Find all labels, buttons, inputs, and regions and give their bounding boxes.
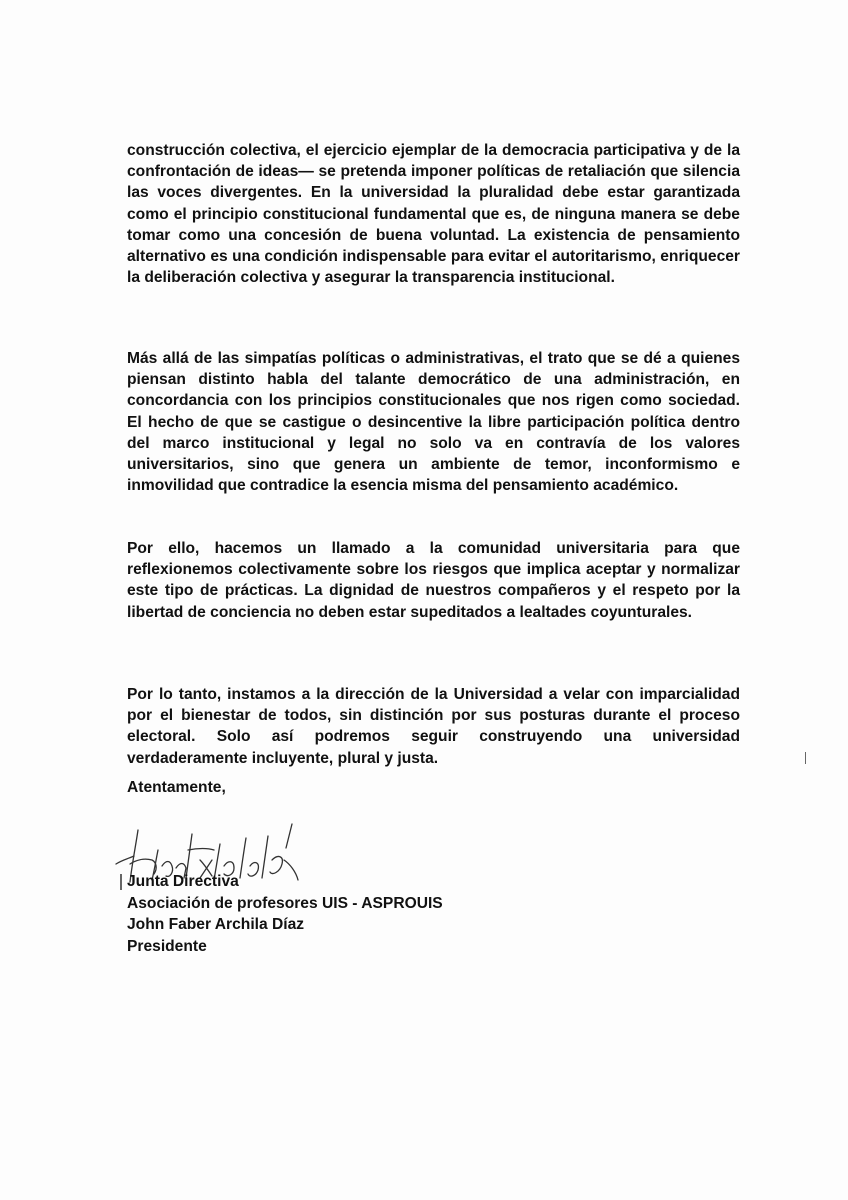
scan-speck [805,752,806,764]
signer-title: Presidente [127,937,207,955]
paragraph-1: construcción colectiva, el ejercicio ejemplar de la democracia participativa y de la confrontación de ideas— se pretenda imponer políticas de retaliación que silencia las voces divergentes. En la universidad la pluralidad debe estar garantizada como el principio constitucional fundamental que es, de ninguna manera se debe tomar como una concesión de buena voluntad. La existencia de pensamiento alternativo es una condición indispensable para evitar el autoritarismo, enriquecer la deliberación colectiva y asegurar la transparencia institucional. [127,142,740,287]
signer-organization-unit: Junta Directiva [127,873,239,890]
signature-block [127,871,443,957]
margin-tick-mark [120,874,122,890]
paragraph-3: Por ello, hacemos un llamado a la comunidad universitaria para que reflexionemos colectivamente sobre los riesgos que implica aceptar y normalizar este tipo de prácticas. La dignidad de nuestros compañeros y el respeto por la libertad de conciencia no deben estar supeditados a lealtades coyunturales. [127,540,740,621]
closing-salutation: Atentamente, [127,779,226,796]
signer-organization: Asociación de profesores UIS - ASPROUIS [127,894,443,912]
paragraph-4: Por lo tanto, instamos a la dirección de la Universidad a velar con imparcialidad por el bienestar de todos, sin distinción por sus posturas durante el proceso electoral. Solo así podremos seguir construyendo una universidad verdaderamente incluyente, plural y justa. [127,686,740,767]
signer-name: John Faber Archila Díaz [127,916,305,933]
paragraph-2: Más allá de las simpatías políticas o administrativas, el trato que se dé a quienes piensan distinto habla del talante democrático de una administración, en concordancia con los principios constitucionales que nos rigen como sociedad. El hecho de que se castigue o desincentive la libre participación política dentro del marco institucional y legal no solo va en contravía de los valores universitarios, sino que genera un ambiente de temor, inconformismo e inmovilidad que contradice la esencia misma del pensamiento académico. [127,350,740,495]
